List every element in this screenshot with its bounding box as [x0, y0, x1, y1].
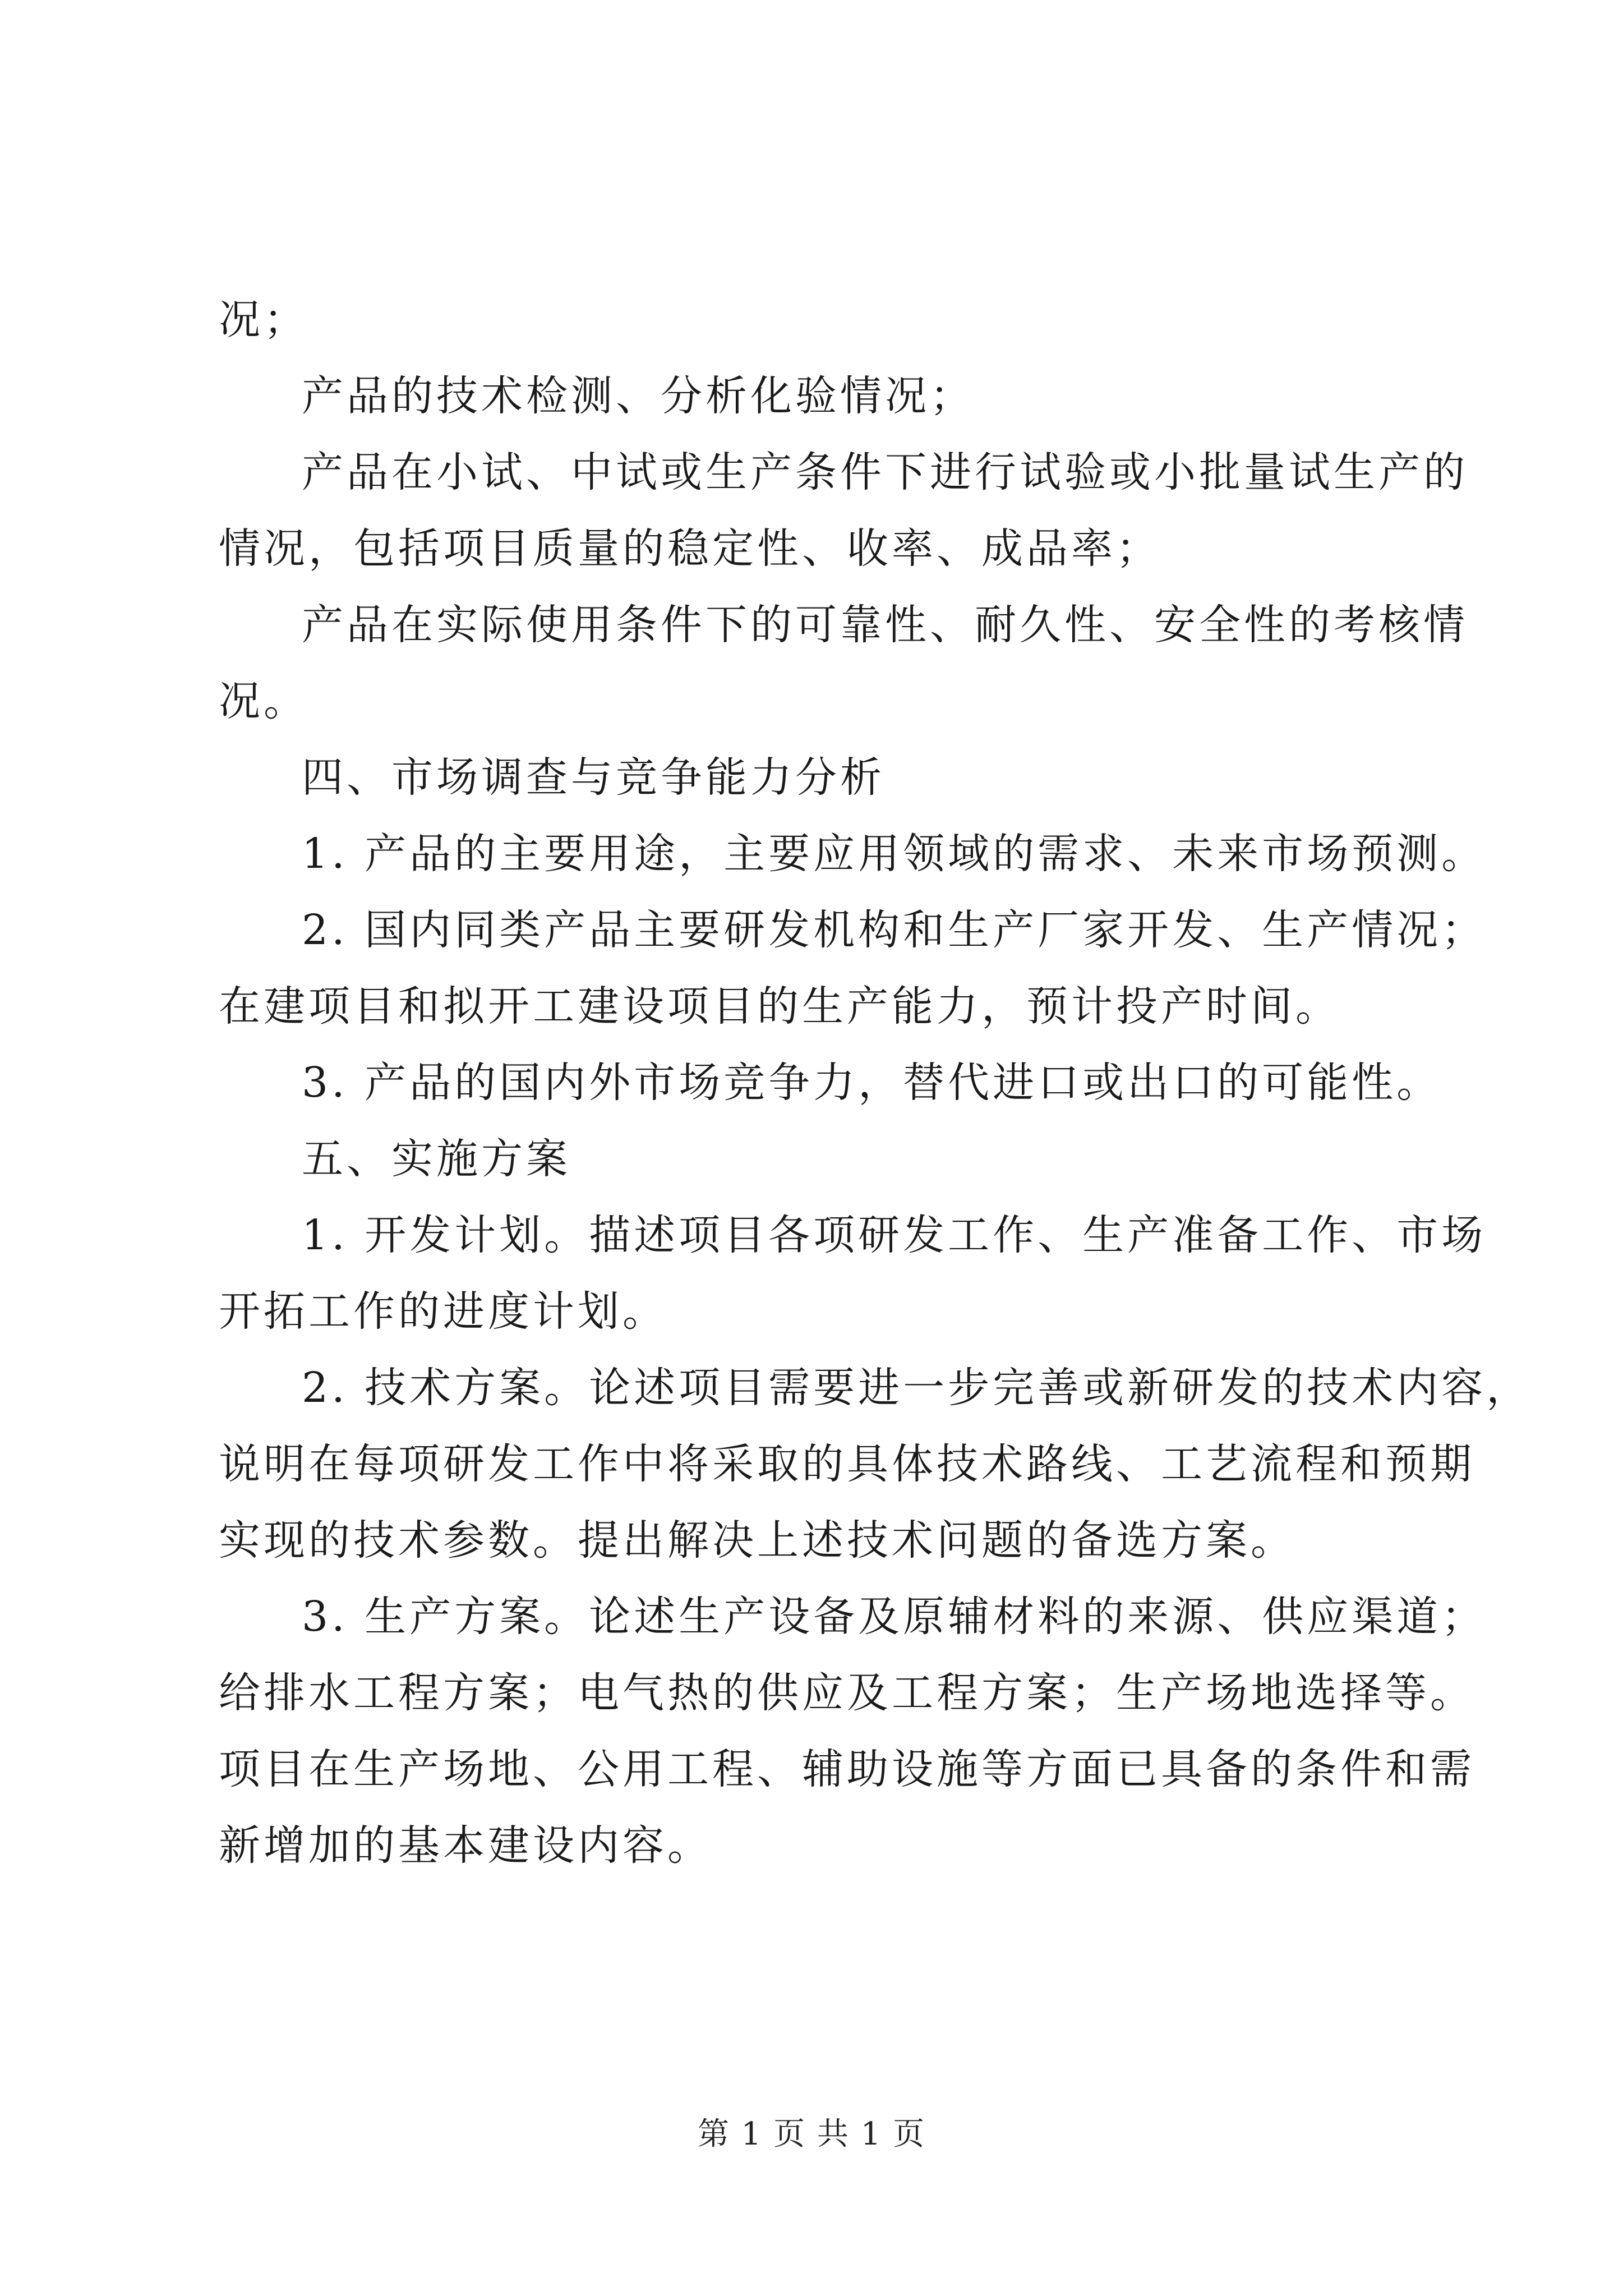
text-line: 况。: [219, 677, 308, 725]
text-line: 开拓工作的进度计划。: [219, 1287, 667, 1336]
text-line: 给排水工程方案；电气热的供应及工程方案；生产场地选择等。: [219, 1669, 1475, 1717]
text-line: 说明在每项研发工作中将采取的具体技术路线、工艺流程和预期: [219, 1440, 1475, 1488]
text-line: 在建项目和拟开工建设项目的生产能力，预计投产时间。: [219, 982, 1340, 1030]
text-line: 3. 生产方案。论述生产设备及原辅材料的来源、供应渠道；: [302, 1593, 1487, 1641]
text-line: 3. 产品的国内外市场竞争力，替代进口或出口的可能性。: [302, 1059, 1442, 1107]
text-line: 项目在生产场地、公用工程、辅助设施等方面已具备的条件和需: [219, 1745, 1475, 1793]
section-heading: 五、实施方案: [302, 1135, 571, 1183]
text-line: 产品在小试、中试或生产条件下进行试验或小批量试生产的: [302, 448, 1468, 496]
text-line: 实现的技术参数。提出解决上述技术问题的备选方案。: [219, 1516, 1295, 1565]
text-line: 2. 技术方案。论述项目需要进一步完善或新研发的技术内容，: [302, 1364, 1532, 1412]
text-line: 1. 开发计划。描述项目各项研发工作、生产准备工作、市场: [302, 1211, 1487, 1259]
text-line: 产品的技术检测、分析化验情况；: [302, 372, 975, 420]
text-line: 2. 国内同类产品主要研发机构和生产厂家开发、生产情况；: [302, 906, 1487, 954]
section-heading: 四、市场调查与竞争能力分析: [302, 753, 885, 802]
text-line: 1. 产品的主要用途，主要应用领域的需求、未来市场预测。: [302, 830, 1487, 878]
text-line: 情况，包括项目质量的稳定性、收率、成品率；: [219, 524, 1161, 573]
text-line: 产品在实际使用条件下的可靠性、耐久性、安全性的考核情: [302, 601, 1468, 649]
page-footer: 第 1 页 共 1 页: [697, 2116, 926, 2152]
text-line: 况；: [219, 296, 308, 344]
text-line: 新增加的基本建设内容。: [219, 1821, 712, 1870]
